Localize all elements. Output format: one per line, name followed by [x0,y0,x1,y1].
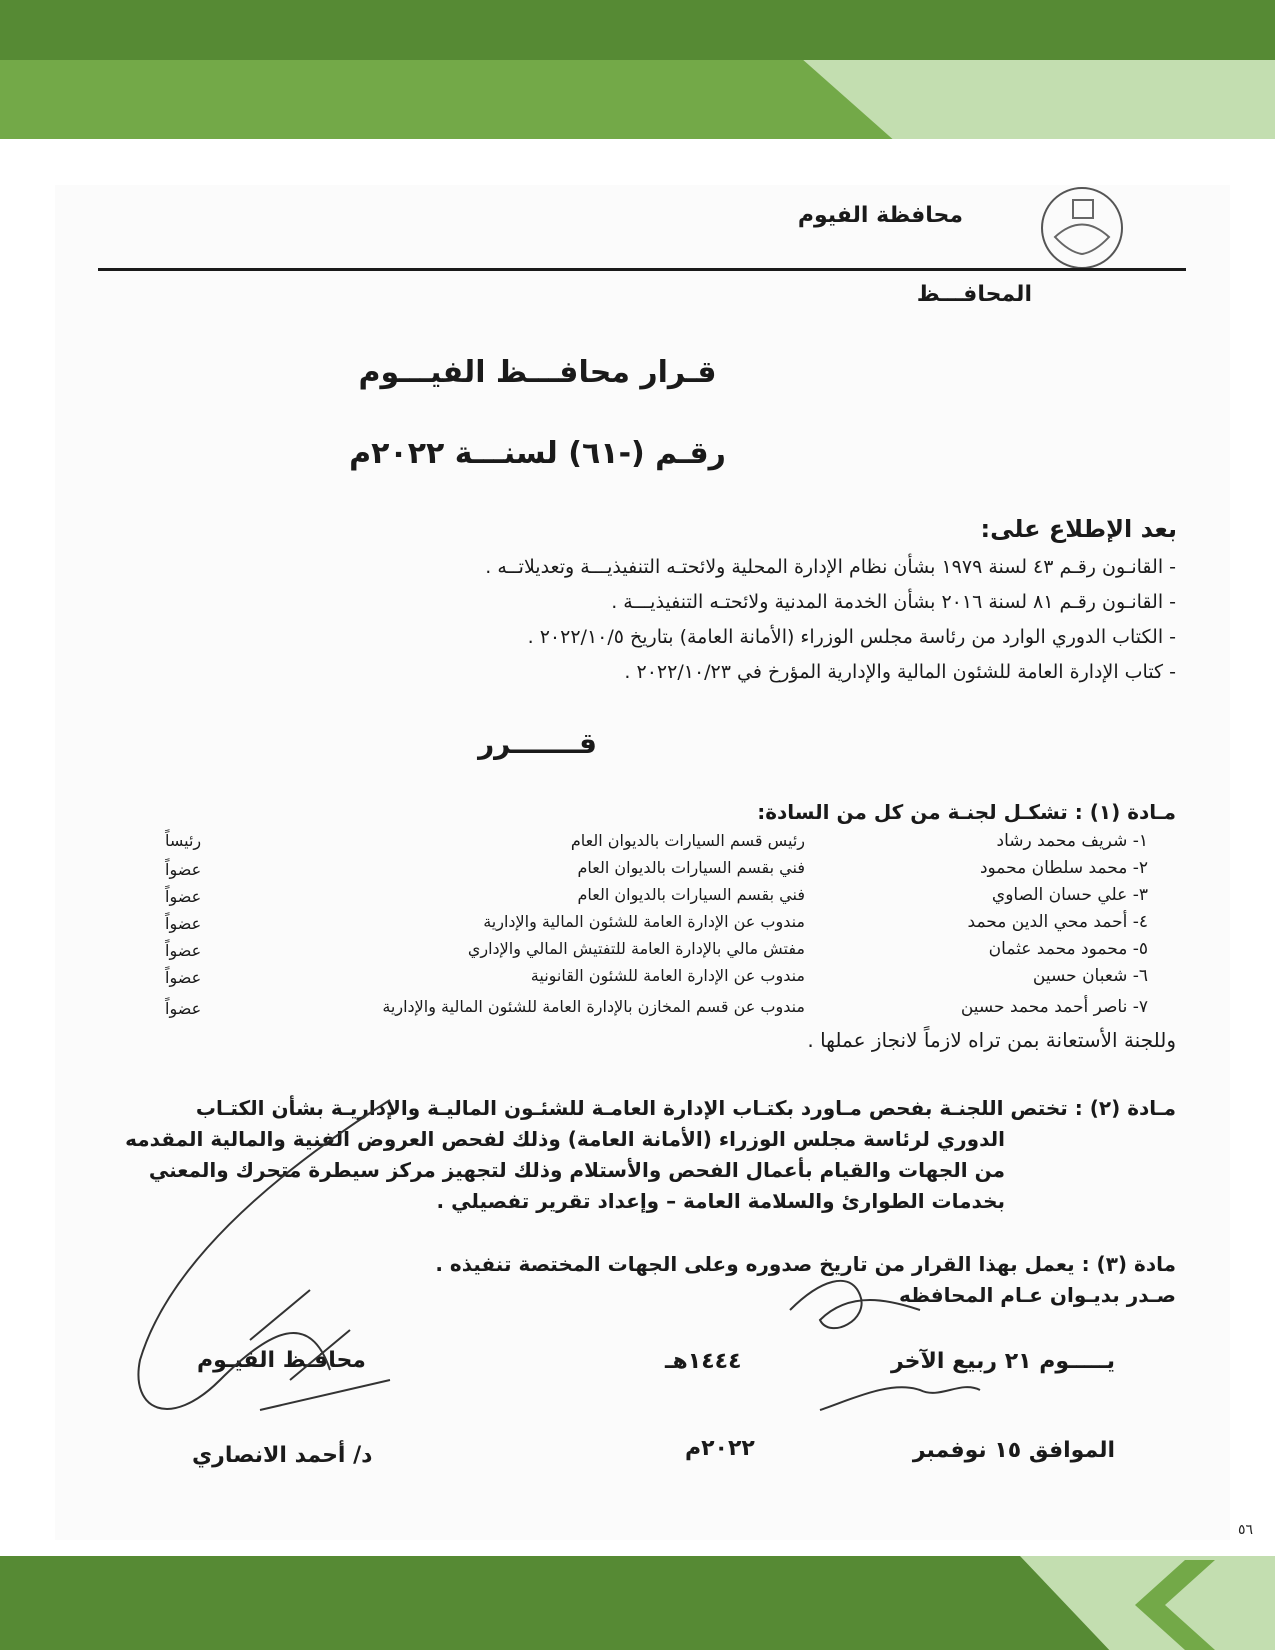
member-name: ٦- شعبان حسين [1032,966,1148,986]
member-status: عضواً [165,860,202,879]
article-1-note: وللجنة الأستعانة بمن تراه لازماً لانجاز عملها . [807,1028,1176,1052]
reference-item: - كتاب الإدارة العامة للشئون المالية والإدارية المؤرخ في ٢٠٢٢/١٠/٢٣ . [624,661,1176,683]
member-status: عضواً [165,887,202,906]
member-role: فني بقسم السيارات بالديوان العام [577,885,805,904]
article-2-line: الدوري لرئاسة مجلس الوزراء (الأمانة العامة) وذلك لفحص العروض الفنية والمالية المقدمه [125,1127,1005,1151]
member-status: عضواً [165,968,202,987]
office-label: المحافـــظ [916,282,1032,307]
member-name: ٣- علي حسان الصاوي [991,885,1148,905]
page-number: ٥٦ [1238,1522,1254,1538]
hijri-day: يـــــوم ٢١ ربيع الآخر [890,1349,1115,1374]
issued-statement: صـدر بديـوان عـام المحافظه [898,1283,1176,1307]
article-1-heading: مـادة (١) : تشكـل لجنـة من كل من السادة: [757,800,1176,824]
member-name: ٧- ناصر أحمد محمد حسين [960,997,1148,1017]
member-role: مفتش مالي بالإدارة العامة للتفتيش المالي والإداري [467,939,805,958]
member-name: ١- شريف محمد رشاد [996,831,1148,851]
gregorian-year: ٢٠٢٢م [685,1436,755,1461]
signatory-name: د/ أحمد الانصاري [192,1443,373,1468]
decided-heading: قـــــــرر [478,727,597,760]
member-status: عضواً [165,941,202,960]
reference-item: - القانـون رقـم ٨١ لسنة ٢٠١٦ بشأن الخدمة المدنية ولائحتـه التنفيذيـــة . [611,591,1176,613]
member-status: عضواً [165,999,202,1018]
member-role: رئيس قسم السيارات بالديوان العام [570,831,805,850]
member-role: فني بقسم السيارات بالديوان العام [577,858,805,877]
chevron-decoration-icon [1090,1560,1275,1650]
member-name: ٤- أحمد محي الدين محمد [967,912,1148,932]
article-2-line: من الجهات والقيام بأعمال الفحص والأستلام وذلك لتجهيز مركز سيطرة متحرك والمعني [148,1158,1005,1182]
member-role: مندوب عن قسم المخازن بالإدارة العامة للشئون المالية والإدارية [382,997,805,1016]
hijri-year: ١٤٤٤هـ [665,1349,742,1374]
reference-item: - الكتاب الدوري الوارد من رئاسة مجلس الوزراء (الأمانة العامة) بتاريخ ٢٠٢٢/١٠/٥ . [527,626,1176,648]
governorate-name: محافظة الفيوم [797,203,963,228]
member-status: رئيساً [165,831,202,850]
reference-item: - القانـون رقـم ٤٣ لسنة ١٩٧٩ بشأن نظام الإدارة المحلية ولائحتـه التنفيذيـــة وتعديلاتــه . [485,556,1176,578]
gregorian-day: الموافق ١٥ نوفمبر [912,1438,1115,1463]
signatory-title: محافـظ الفيـوم [197,1348,366,1373]
header-divider [98,268,1186,271]
member-role: مندوب عن الإدارة العامة للشئون القانونية [530,966,805,985]
governorate-seal-icon [1035,182,1130,274]
member-role: مندوب عن الإدارة العامة للشئون المالية والإدارية [483,912,805,931]
article-2-line: بخدمات الطوارئ والسلامة العامة – وإعداد تقرير تفصيلي . [436,1189,1005,1213]
header-band-dark [0,0,1275,60]
member-status: عضواً [165,914,202,933]
article-2-line: مـادة (٢) : تختص اللجنـة بفحص مـاورد بكتـاب الإدارة العامـة للشئـون الماليـة والإداريـة بشأن الكتـاب [195,1096,1176,1120]
decree-number: رقـم (-٦١) لسنـــة ٢٠٢٢م [349,436,726,471]
member-name: ٢- محمد سلطان محمود [979,858,1148,878]
preamble-heading: بعد الإطلاع على: [980,515,1177,543]
member-name: ٥- محمود محمد عثمان [988,939,1148,959]
decree-title: قـرار محافـــظ الفيـــوم [358,355,717,390]
article-3-text: مادة (٣) : يعمل بهذا القرار من تاريخ صدوره وعلى الجهات المختصة تنفيذه . [435,1252,1176,1276]
